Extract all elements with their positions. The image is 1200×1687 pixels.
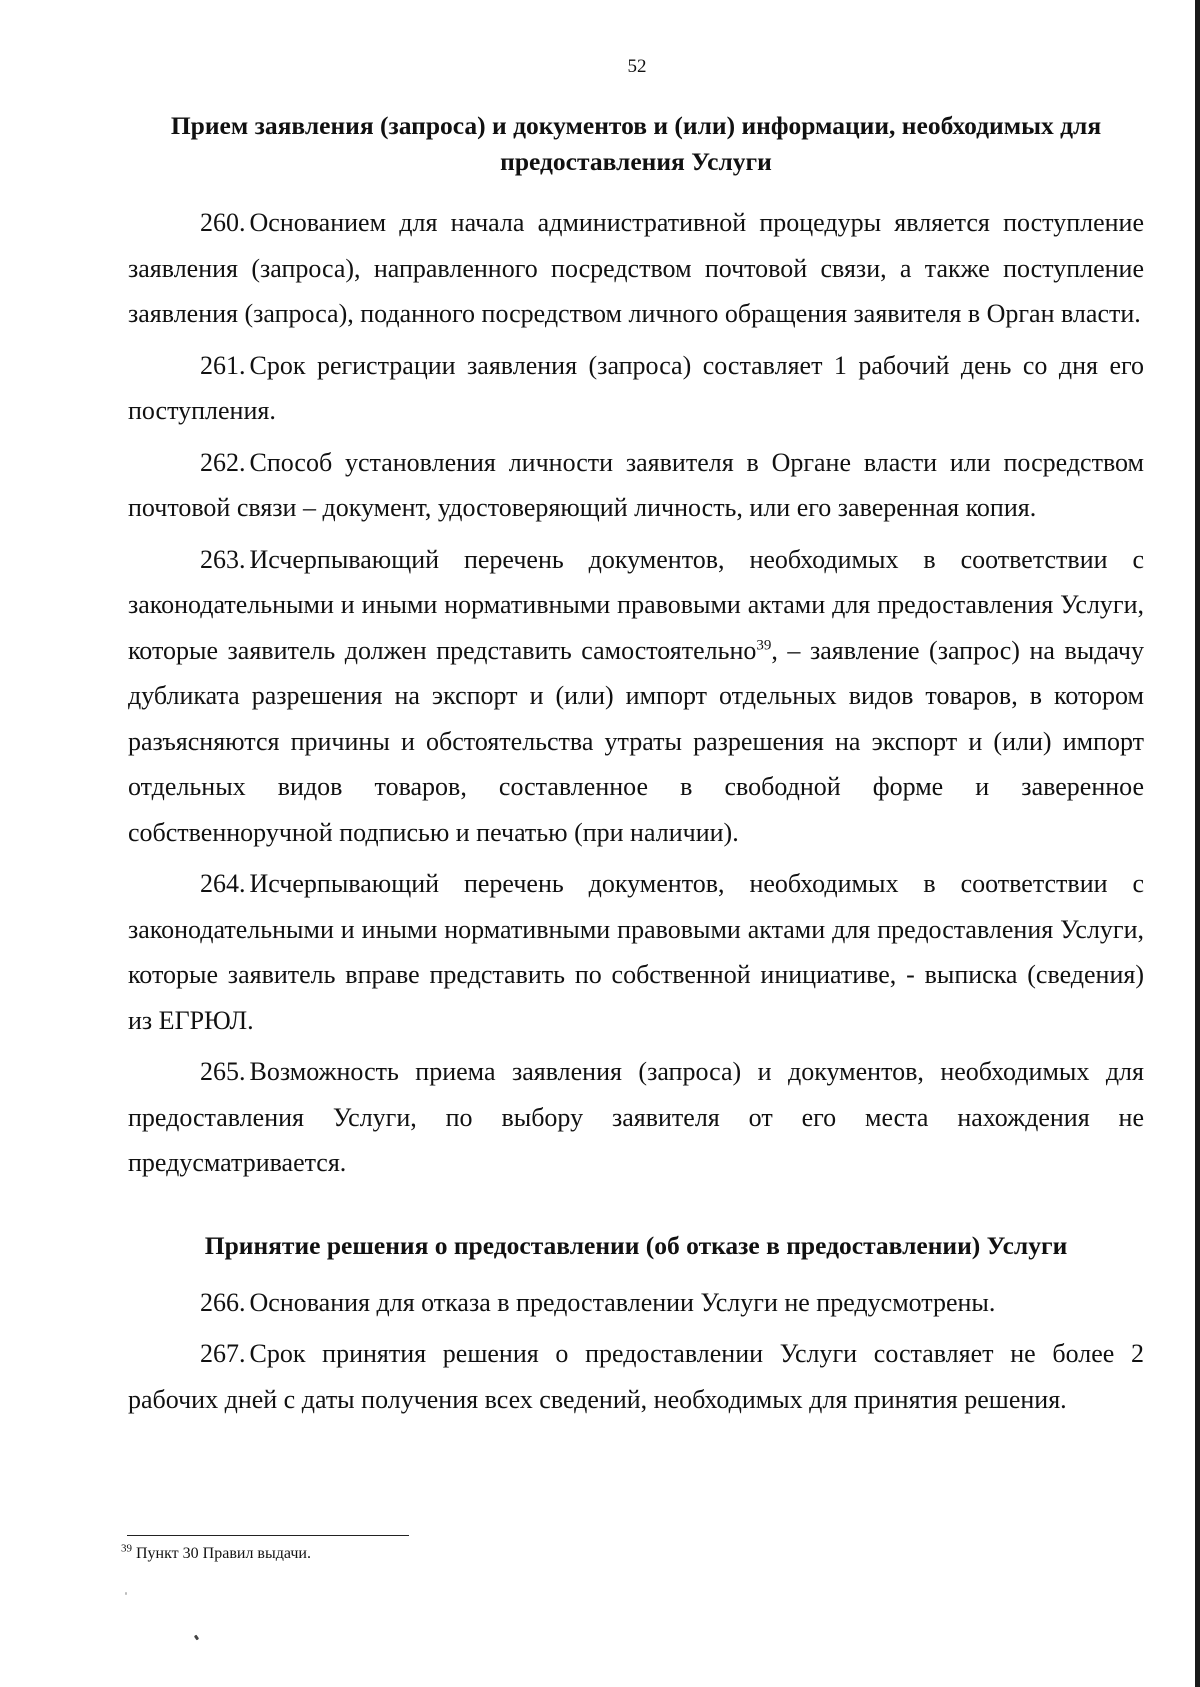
paragraph-text-continued: , – заявление (запрос) на выдачу дубликата разрешения на экспорт и (или) импорт отдельных видов товаров, в котором разъясняются причины и обстоятельства утраты разрешения на экспорт и (или) импорт отдельных видов товаров, составленное в свободной форме и заверенное собственноручной подписью и печатью (при наличии). <box>128 635 1144 847</box>
section-heading: Принятие решения о предоставлении (об отказе в предоставлении) Услуги <box>204 1230 1068 1260</box>
paragraph-number: 267. <box>200 1339 246 1368</box>
scan-edge <box>1195 0 1200 1687</box>
paragraph-263 <box>128 537 1144 856</box>
scan-artifact <box>125 1592 127 1595</box>
paragraph-text: Исчерпывающий перечень документов, необходимых в соответствии с законодательными и иными нормативными правовыми актами для предоставления Услуги, которые заявитель вправе представить по собственной инициативе, - выписка (сведения) из ЕГРЮЛ. <box>128 869 1144 1035</box>
paragraph-number: 260. <box>200 208 246 237</box>
paragraph-260 <box>128 200 1144 337</box>
paragraph-262 <box>128 440 1144 531</box>
footnote-text: Пункт 30 Правил выдачи. <box>132 1545 311 1562</box>
paragraph-number: 265. <box>200 1057 246 1086</box>
paragraph-text: Срок регистрации заявления (запроса) составляет 1 рабочий день со дня его поступления. <box>128 350 1144 425</box>
footnote-separator <box>127 1535 409 1536</box>
paragraph-number: 264. <box>200 869 246 898</box>
paragraph-number: 266. <box>200 1287 246 1317</box>
footnote-marker: 39 <box>121 1542 132 1555</box>
paragraph-text: Основанием для начала административной процедуры является поступление заявления (запроса), направленного посредством почтовой связи, а также поступление заявления (запроса), поданного посредством личного обращения заявителя в Орган власти. <box>128 208 1144 328</box>
paragraph-266 <box>128 1280 1144 1326</box>
paragraph-text: Основания для отказа в предоставлении Услуги не предусмотрены. <box>249 1287 996 1317</box>
paragraph-text: Срок принятия решения о предоставлении Услуги составляет не более 2 рабочих дней с даты получения всех сведений, необходимых для принятия решения. <box>128 1339 1144 1414</box>
document-body <box>128 108 1144 1428</box>
section-heading: Прием заявления (запроса) и документов и (или) информации, необходимых для предоставления Услуги <box>170 111 1102 176</box>
paragraph-text: Возможность приема заявления (запроса) и документов, необходимых для предоставления Услуги, по выбору заявителя от его места нахождения не предусматривается. <box>128 1057 1144 1177</box>
paragraph-text: Способ установления личности заявителя в Органе власти или посредством почтовой связи – документ, удостоверяющий личность, или его заверенная копия. <box>128 447 1144 522</box>
paragraph-267 <box>128 1331 1144 1422</box>
paragraph-265 <box>128 1049 1144 1186</box>
paragraph-264 <box>128 861 1144 1043</box>
paragraph-261 <box>128 343 1144 434</box>
paragraph-text: Исчерпывающий перечень документов, необходимых в соответствии с законодательными и иными нормативными правовыми актами для предоставления Услуги, которые заявитель должен представить самостоятельно <box>128 544 1144 665</box>
paragraph-number: 263. <box>200 544 246 574</box>
footnote <box>121 1544 311 1564</box>
paragraph-number: 261. <box>200 350 246 380</box>
paragraph-number: 262. <box>200 447 246 477</box>
page-number: 52 <box>627 56 647 77</box>
footnote-reference: 39 <box>756 636 772 653</box>
scan-artifact <box>194 1635 199 1641</box>
